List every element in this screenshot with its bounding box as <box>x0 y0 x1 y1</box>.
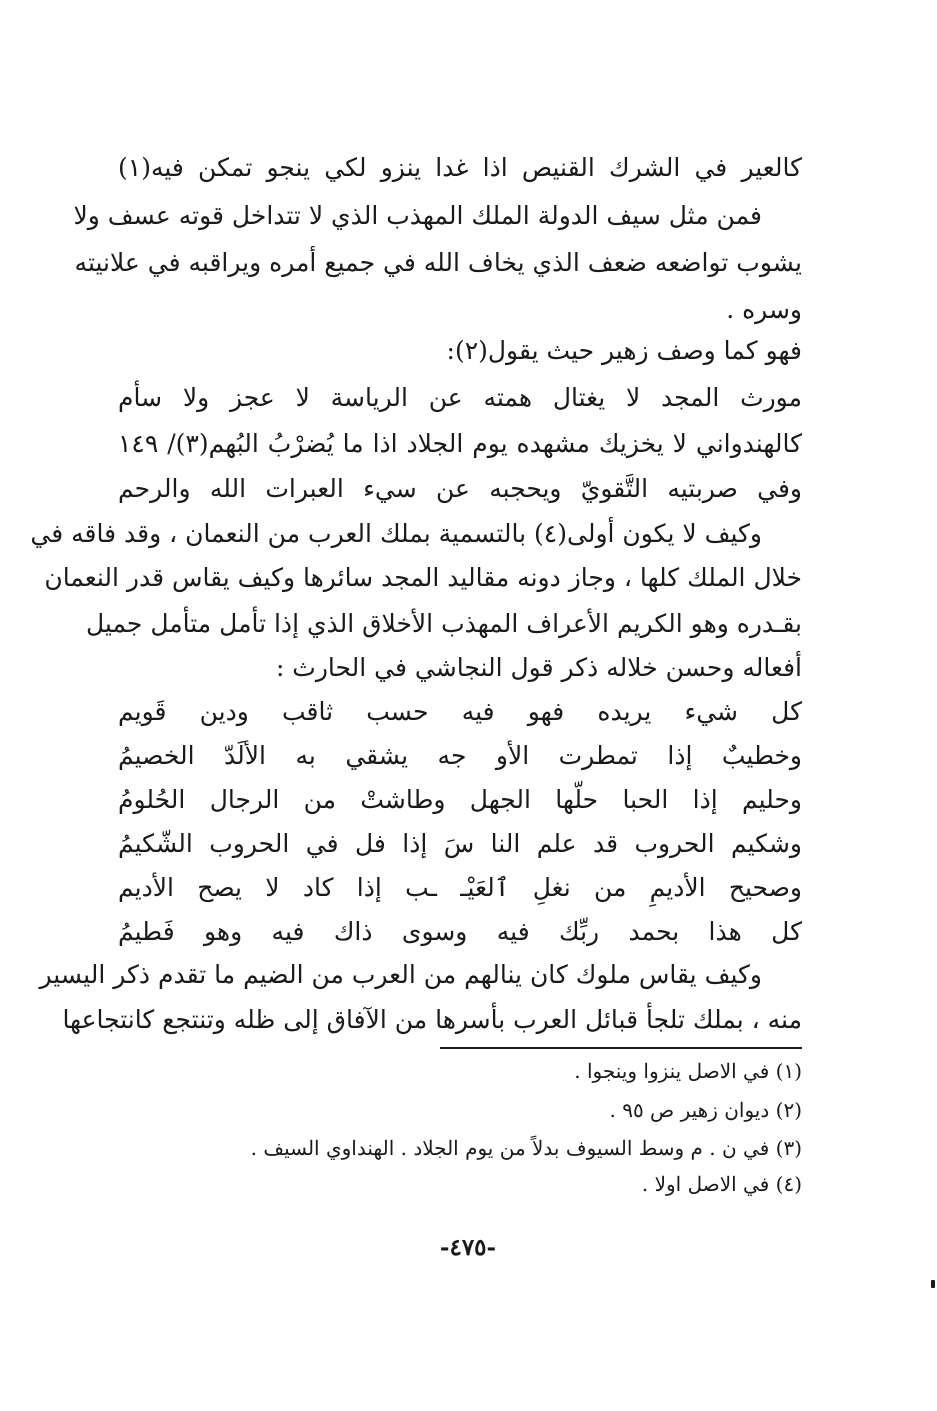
paragraph-line: منه ، بملك تلجأ قبائل العرب بأسرها من الآفاق إلى ظله وتنتجع كانتجاعها <box>62 1005 802 1034</box>
verse-line: وشكيم الحروب قد علم النا سَ إذا فل في الحروب الشّكيمُ <box>118 829 802 858</box>
footnote-separator <box>440 1047 802 1049</box>
paragraph-line: فهو كما وصف زهير حيث يقول(٢): <box>446 336 802 365</box>
paragraph-line: بقـدره وهو الكريم الأعراف المهذب الأخلاق الذي إذا تأمل متأمل جميل <box>85 609 802 638</box>
margin-mark <box>931 1280 935 1288</box>
verse-line: كالعير في الشرك القنيص اذا غدا ينزو لكي ينجو تمكن فيه(١) <box>118 153 802 182</box>
paragraph-line: أفعاله وحسن خلاله ذكر قول النجاشي في الحارث : <box>275 653 802 682</box>
footnote: (٣) في ن . م وسط السيوف بدلاً من يوم الجلاد . الهنداوي السيف . <box>250 1136 802 1160</box>
verse-line: وصحيح الأديمِ من نغلِ ٱلعَيْـ ـب إذا كاد لا يصح الأديم <box>118 873 802 902</box>
paragraph-line: يشوب تواضعه ضعف الذي يخاف الله في جميع أمره ويراقبه في علانيته <box>74 248 802 277</box>
verse-line: وحليم إذا الحبا حلّها الجهل وطاشتْ من الرجال الحُلومُ <box>118 785 802 814</box>
paragraph-line: فمن مثل سيف الدولة الملك المهذب الذي لا تتداخل قوته عسف ولا <box>73 201 762 230</box>
footnote: (٢) ديوان زهير ص ٩٥ . <box>609 1098 802 1122</box>
verse-line: مورث المجد لا يغتال همته عن الرياسة لا عجز ولا سأم <box>118 383 802 412</box>
paragraph-line: وكيف يقاس ملوك كان ينالهم من العرب من الضيم ما تقدم ذكر اليسير <box>39 960 762 989</box>
paragraph-line: خلال الملك كلها ، وجاز دونه مقاليد المجد سائرها وكيف يقاس قدر النعمان <box>44 563 802 592</box>
page-number: -٤٧٥- <box>439 1234 497 1261</box>
verse-line: وخطيبٌ إذا تمطرت الأو جه يشقي به الألَدّ الخصيمُ <box>118 741 802 770</box>
paragraph-line: وسره . <box>726 295 802 324</box>
verse-line: كل هذا بحمد ربِّك فيه وسوى ذاك فيه وهو فَطيمُ <box>118 917 802 946</box>
paragraph-line: وكيف لا يكون أولى(٤) بالتسمية بملك العرب من النعمان ، وقد فاقه في <box>30 519 762 548</box>
verse-line: كالهندواني لا يخزيك مشهده يوم الجلاد اذا ما يُضرْبُ البُهم(٣)/ ١٤٩ <box>118 429 803 458</box>
verse-line: وفي صربتيه التَّقويّ ويحجبه عن سيء العبرات الله والرحم <box>118 474 802 503</box>
verse-line: كل شيء يريده فهو فيه حسب ثاقب ودين قَويم <box>118 697 802 726</box>
footnote: (٤) في الاصل اولا . <box>641 1172 802 1196</box>
footnote: (١) في الاصل ينزوا وينجوا . <box>574 1059 802 1083</box>
